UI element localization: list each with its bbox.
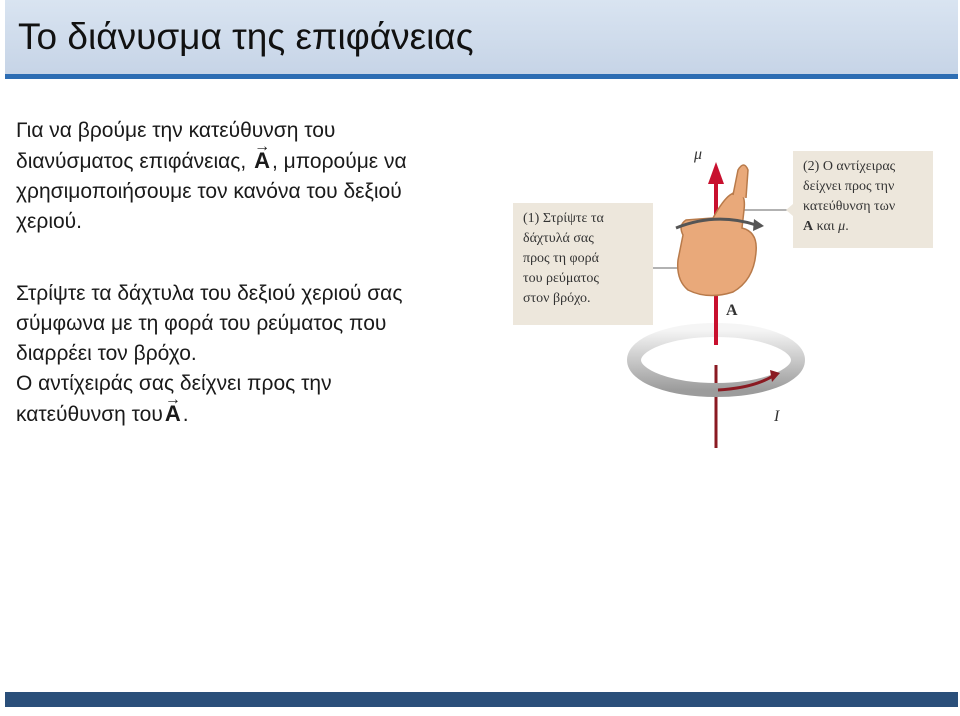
box2-period: .	[845, 219, 849, 234]
box2-line-2: δείχνει προς την	[803, 179, 895, 194]
box1-line-3: προς τη φορά	[523, 251, 599, 266]
rotation-arrowhead	[753, 219, 764, 231]
vector-a-symbol: → A	[252, 146, 272, 176]
instruction-box-2	[793, 151, 933, 248]
slide-title: Το διάνυσμα της επιφάνειας	[18, 16, 474, 57]
intro-line-2-pre: διανύσματος επιφάνειας,	[16, 150, 247, 173]
instruction-box-1	[513, 203, 653, 325]
box2-line-4	[803, 217, 923, 237]
vector-a-symbol: → A	[163, 399, 183, 429]
intro-line-2-post: , μπορούμε να	[271, 150, 407, 173]
box2-vector-a: A	[803, 219, 814, 234]
mu-label: μ	[694, 146, 703, 163]
instr-line-3: διαρρέει τον βρόχο.	[16, 342, 197, 365]
title-bar	[5, 0, 958, 79]
box2-line-3: κατεύθυνση των	[803, 199, 896, 214]
intro-line-2	[16, 146, 496, 177]
connector-pointer-2	[786, 204, 793, 216]
intro-line-4: χεριού.	[16, 210, 82, 233]
instr-line-2: σύμφωνα με τη φορά του ρεύματος που	[16, 312, 387, 335]
box1-line-5: στον βρόχο.	[523, 291, 591, 306]
box2-and: και	[813, 219, 839, 234]
instr-line-5	[16, 399, 496, 430]
intro-line-3: χρησιμοποιήσουμε τον κανόνα του δεξιού	[16, 180, 402, 203]
box2-line-1: (2) Ο αντίχειρας	[803, 159, 896, 174]
paragraph-instructions	[16, 279, 496, 430]
footer-bar	[5, 692, 958, 707]
current-label: I	[774, 408, 780, 425]
mu-arrowhead	[708, 162, 724, 184]
paragraph-intro	[16, 116, 496, 237]
instr-line-5-post: .	[182, 403, 189, 426]
instr-line-4: Ο αντίχειράς σας δείχνει προς την	[16, 372, 332, 395]
instr-line-5-pre: κατεύθυνση του	[16, 403, 163, 426]
instr-line-1: Στρίψτε τα δάχτυλα του δεξιού χεριού σας	[16, 282, 403, 305]
right-hand-rule-figure	[508, 140, 938, 450]
box1-line-4: του ρεύματος	[523, 271, 599, 286]
box1-line-2: δάχτυλά σας	[523, 231, 594, 246]
box1-line-1: (1) Στρίψτε τα	[523, 211, 604, 226]
thumb-drawing	[733, 165, 748, 198]
a-label: A	[726, 302, 738, 319]
box2-vector-mu: μ	[838, 219, 846, 234]
intro-line-1: Για να βρούμε την κατεύθυνση του	[16, 119, 336, 142]
